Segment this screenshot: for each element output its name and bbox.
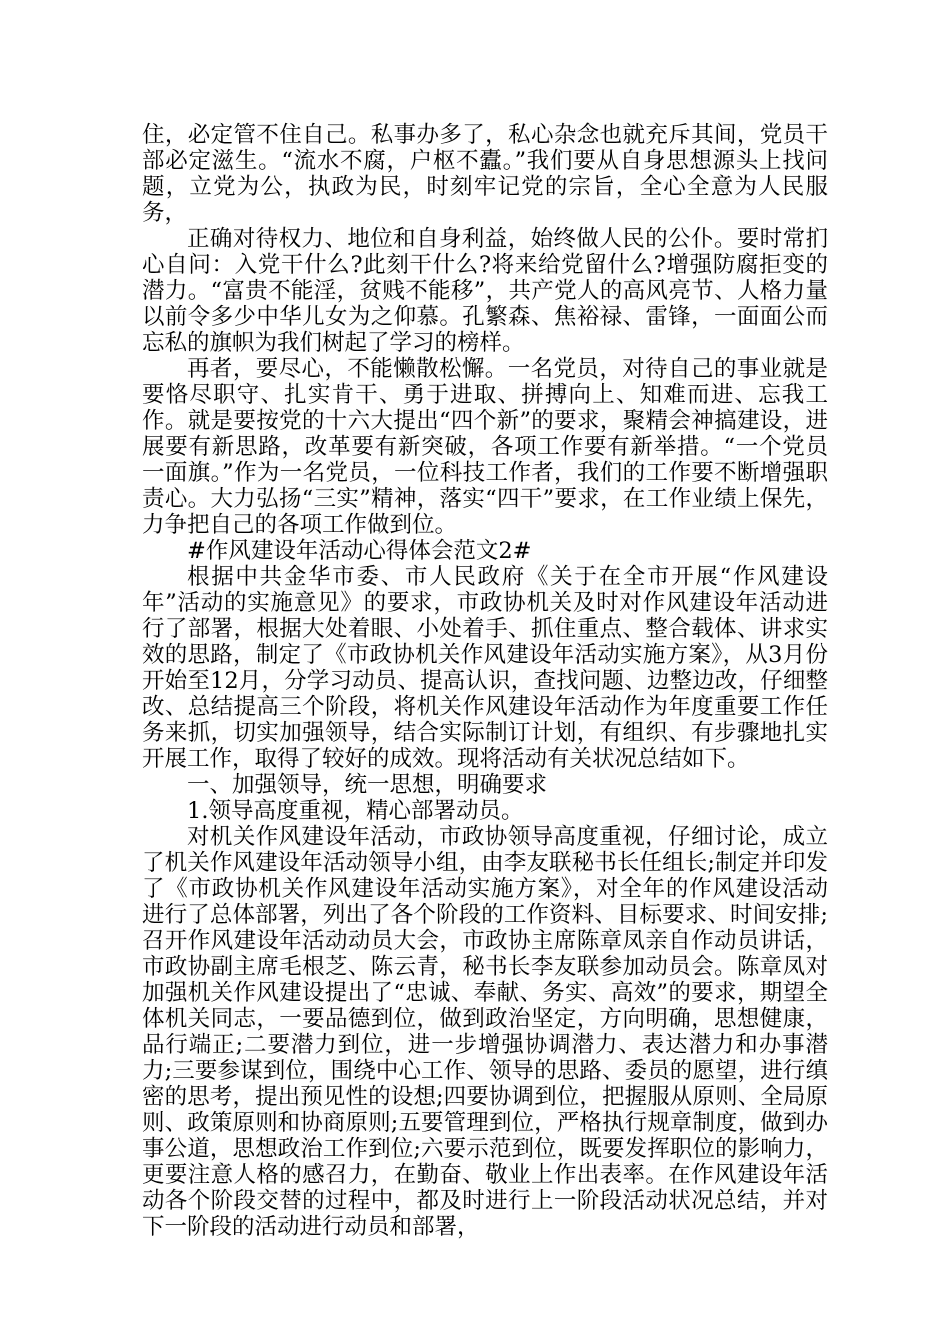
section-heading: #作风建设年活动心得体会范文2# (187, 538, 532, 564)
document-page (142, 122, 828, 1240)
paragraph: 正确对待权力、地位和自身利益，始终做人民的公仆。要时常扪心自问：入党干什么?此刻干什么?将来给党留什么?增强防腐拒变的潜力。“富贵不能淫，贫贱不能移”，共产党人的高风亮节、人格力量以前令多少中华儿女为之仰慕。孔繁森、焦裕禄、雷锋，一面面公而忘私的旗帜为我们树起了学习的榜样。 (142, 226, 828, 356)
subsection-heading: 1.领导高度重视，精心部署动员。 (187, 798, 524, 824)
paragraph: 再者，要尽心，不能懒散松懈。一名党员，对待自己的事业就是要恪尽职守、扎实肯干、勇于进取、拼搏向上、知难而进、忘我工作。就是要按党的十六大提出“四个新”的要求，聚精会神搞建设，进展要有新思路，改革要有新突破，各项工作要有新举措。“一个党员一面旗。”作为一名党员，一位科技工作者，我们的工作要不断增强职责心。大力弘扬“三实”精神，落实“四干”要求，在工作业绩上保先，力争把自己的各项工作做到位。 (142, 356, 828, 538)
paragraph: 根据中共金华市委、市人民政府《关于在全市开展“作风建设年”活动的实施意见》的要求，市政协机关及时对作风建设年活动进行了部署，根据大处着眼、小处着手、抓住重点、整合载体、讲求实效的思路，制定了《市政协机关作风建设年活动实施方案》，从3月份开始至12月，分学习动员、提高认识，查找问题、边整边改，仔细整改、总结提高三个阶段，将机关作风建设年活动作为年度重要工作任务来抓，切实加强领导，结合实际制订计划，有组织、有步骤地扎实开展工作，取得了较好的成效。现将活动有关状况总结如下。 (142, 564, 828, 772)
paragraph: 对机关作风建设年活动，市政协领导高度重视，仔细讨论，成立了机关作风建设年活动领导小组，由李友联秘书长任组长;制定并印发了《市政协机关作风建设年活动实施方案》，对全年的作风建设活动进行了总体部署，列出了各个阶段的工作资料、目标要求、时间安排;召开作风建设年活动动员大会，市政协主席陈章凤亲自作动员讲话，市政协副主席毛根芝、陈云青，秘书长李友联参加动员会。陈章凤对加强机关作风建设提出了“忠诚、奉献、务实、高效”的要求，期望全体机关同志，一要品德到位，做到政治坚定，方向明确，思想健康，品行端正;二要潜力到位，进一步增强协调潜力、表达潜力和办事潜力;三要参谋到位，围绕中心工作、领导的思路、委员的愿望，进行缜密的思考，提出预见性的设想;四要协调到位，把握服从原则、全局原则、政策原则和协商原则;五要管理到位，严格执行规章制度，做到办事公道，思想政治工作到位;六要示范到位，既要发挥职位的影响力，更要注意人格的感召力，在勤奋、敬业上作出表率。在作风建设年活动各个阶段交替的过程中，都及时进行上一阶段活动状况总结，并对下一阶段的活动进行动员和部署， (142, 824, 828, 1240)
paragraph: 住，必定管不住自己。私事办多了，私心杂念也就充斥其间，党员干部必定滋生。“流水不腐，户枢不蠹。”我们要从自身思想源头上找问题，立党为公，执政为民，时刻牢记党的宗旨，全心全意为人民服务， (142, 122, 828, 226)
section-heading: 一、加强领导，统一思想，明确要求 (187, 772, 548, 798)
